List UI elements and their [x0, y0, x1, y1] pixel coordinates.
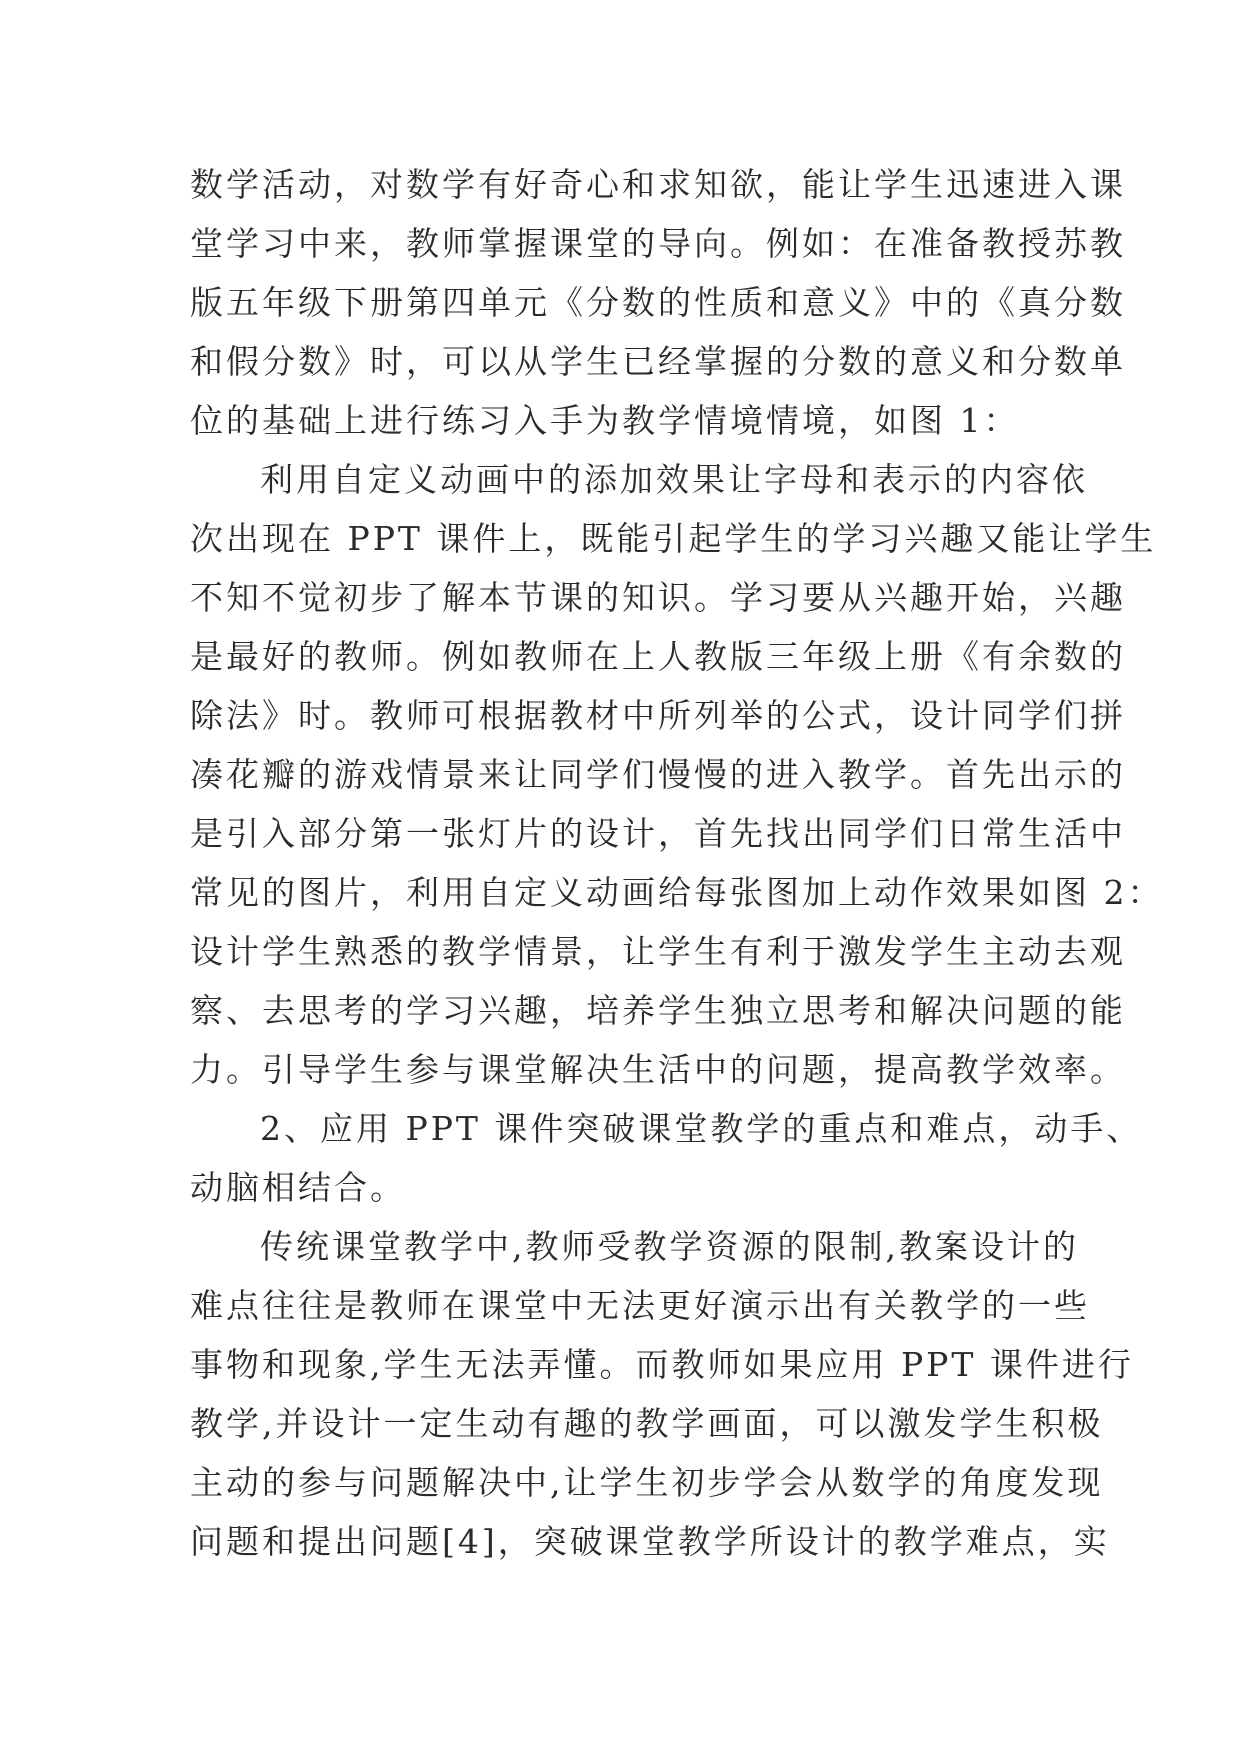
text-line: 除法》时。教师可根据教材中所列举的公式，设计同学们拼	[190, 696, 1126, 735]
text-line: 是引入部分第一张灯片的设计，首先找出同学们日常生活中	[190, 814, 1126, 853]
text-line: 察、去思考的学习兴趣，培养学生独立思考和解决问题的能	[190, 991, 1126, 1030]
text-line: 位的基础上进行练习入手为教学情境情境，如图 1：	[190, 401, 1020, 440]
text-line: 数学活动，对数学有好奇心和求知欲，能让学生迅速进入课	[190, 165, 1126, 204]
section-heading: 2、应用 PPT 课件突破课堂教学的重点和难点，动手、	[260, 1109, 1143, 1148]
text-line: 和假分数》时，可以从学生已经掌握的分数的意义和分数单	[190, 342, 1126, 381]
text-line: 次出现在 PPT 课件上，既能引起学生的学习兴趣又能让学生	[190, 519, 1157, 558]
text-line: 是最好的教师。例如教师在上人教版三年级上册《有余数的	[190, 637, 1126, 676]
section-heading-continued: 动脑相结合。	[190, 1168, 406, 1207]
text-line: 难点往往是教师在课堂中无法更好演示出有关教学的一些	[190, 1286, 1090, 1325]
body-text	[190, 155, 1164, 1571]
text-line: 事物和现象,学生无法弄懂。而教师如果应用 PPT 课件进行	[190, 1345, 1134, 1384]
text-line: 堂学习中来，教师掌握课堂的导向。例如：在准备教授苏教	[190, 224, 1126, 263]
text-line: 设计学生熟悉的教学情景，让学生有利于激发学生主动去观	[190, 932, 1126, 971]
text-line: 凑花瓣的游戏情景来让同学们慢慢的进入教学。首先出示的	[190, 755, 1126, 794]
text-line: 教学,并设计一定生动有趣的教学画面，可以激发学生积极	[190, 1404, 1104, 1443]
paragraph-first-line: 传统课堂教学中,教师受教学资源的限制,教案设计的	[260, 1227, 1079, 1266]
text-line: 力。引导学生参与课堂解决生活中的问题，提高教学效率。	[190, 1050, 1126, 1089]
text-line: 常见的图片，利用自定义动画给每张图加上动作效果如图 2：	[190, 873, 1164, 912]
text-line: 问题和提出问题[4]，突破课堂教学所设计的教学难点，实	[190, 1522, 1110, 1561]
text-line: 主动的参与问题解决中,让学生初步学会从数学的角度发现	[190, 1463, 1104, 1502]
text-line: 不知不觉初步了解本节课的知识。学习要从兴趣开始，兴趣	[190, 578, 1126, 617]
text-line: 版五年级下册第四单元《分数的性质和意义》中的《真分数	[190, 283, 1126, 322]
paragraph-first-line: 利用自定义动画中的添加效果让字母和表示的内容依	[260, 460, 1088, 499]
